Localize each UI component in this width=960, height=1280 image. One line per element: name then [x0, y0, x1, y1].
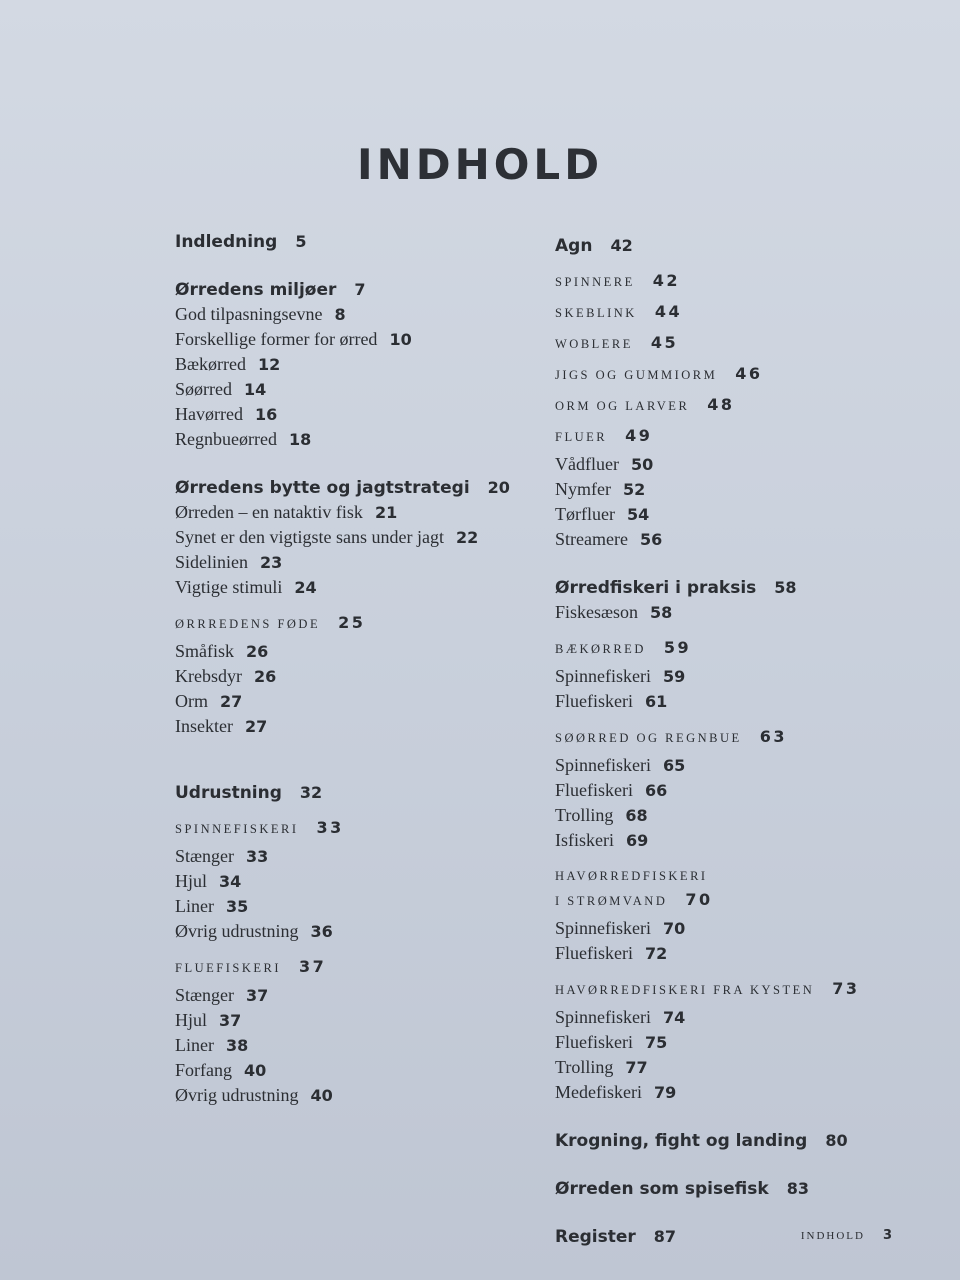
toc-entry-label: Forskellige former for ørred — [175, 329, 378, 349]
toc-entry-label: Havørred — [175, 404, 243, 424]
toc-entry-label: Insekter — [175, 716, 233, 736]
toc-entry-label: SØØRRED OG REGNBUE — [555, 731, 742, 745]
toc-entry-page: 58 — [774, 578, 797, 597]
toc-entry — [555, 633, 895, 664]
toc-entry — [175, 302, 535, 327]
toc-entry — [175, 781, 535, 805]
toc-entry-label: Synet er den vigtigste sans under jagt — [175, 527, 444, 547]
toc-entry-page: 65 — [663, 756, 686, 775]
toc-entry-page: 70 — [685, 890, 713, 909]
toc-entry-label: Medefiskeri — [555, 1082, 642, 1102]
toc-entry — [175, 230, 535, 254]
toc-entry-label: Liner — [175, 896, 214, 916]
toc-entry-label: Spinnefiskeri — [555, 755, 651, 775]
toc-entry — [555, 916, 895, 941]
toc-entry — [555, 1177, 895, 1201]
toc-entry-label: Udrustning — [175, 783, 282, 803]
toc-entry-page: 59 — [663, 667, 686, 686]
toc-entry-page: 83 — [786, 1179, 809, 1198]
toc-entry-page: 27 — [220, 692, 243, 711]
toc-entry-page: 54 — [626, 505, 650, 524]
toc-entry-page: 7 — [354, 280, 366, 299]
toc-entry — [555, 328, 895, 359]
toc-entry — [175, 714, 535, 739]
page-footer — [801, 1226, 892, 1244]
toc-entry-page: 70 — [663, 919, 686, 938]
toc-entry — [555, 266, 895, 297]
toc-entry-label: Stænger — [175, 985, 235, 1005]
toc-entry-label: WOBLERE — [555, 337, 633, 351]
toc-entry — [175, 983, 535, 1008]
toc-entry-label: Hjul — [175, 1010, 208, 1030]
toc-entry — [175, 1008, 535, 1033]
toc-entry — [555, 1005, 895, 1030]
toc-entry-label: HAVØRREDFISKERI — [555, 869, 708, 883]
toc-entry-page: 23 — [260, 553, 283, 572]
toc-entry — [555, 689, 895, 714]
toc-entry-page: 21 — [374, 503, 398, 522]
toc-entry-label: Trolling — [555, 1057, 614, 1077]
toc-entry-label: Ørreden – en nataktiv fisk — [175, 502, 363, 522]
toc-entry-label: Nymfer — [555, 479, 611, 499]
toc-entry-page: 34 — [219, 872, 242, 891]
toc-entry-label: Orm — [175, 691, 208, 711]
toc-entry — [175, 608, 535, 639]
toc-entry — [175, 813, 535, 844]
toc-entry-page: 49 — [625, 426, 653, 445]
toc-entry — [175, 476, 535, 500]
toc-entry-page: 68 — [625, 806, 648, 825]
toc-column-left — [175, 230, 535, 1108]
toc-entry — [175, 1033, 535, 1058]
toc-entry-label: ØRRREDENS FØDE — [175, 617, 321, 631]
toc-entry-label: SPINNERE — [555, 275, 635, 289]
toc-entry — [555, 1030, 895, 1055]
toc-entry-label: Forfang — [175, 1060, 232, 1080]
toc-entry-page: 10 — [389, 330, 412, 349]
toc-entry-page: 69 — [625, 831, 649, 850]
toc-entry-label: BÆKØRRED — [555, 642, 646, 656]
toc-entry — [555, 297, 895, 328]
toc-entry — [555, 390, 895, 421]
toc-entry — [175, 352, 535, 377]
toc-entry — [555, 234, 895, 258]
toc-entry-label: SKEBLINK — [555, 306, 637, 320]
toc-entry — [175, 639, 535, 664]
toc-entry-label: Øvrig udrustning — [175, 921, 299, 941]
toc-entry-page: 72 — [645, 944, 668, 963]
toc-entry-label: Småfisk — [175, 641, 235, 661]
toc-entry — [175, 894, 535, 919]
toc-entry-page: 22 — [455, 528, 479, 547]
toc-entry-label: JIGS OG GUMMIORM — [555, 368, 718, 382]
toc-entry-label: Register — [555, 1227, 636, 1247]
toc-entry-label: God tilpasningsevne — [175, 304, 323, 324]
toc-entry-page: 37 — [246, 986, 269, 1005]
toc-entry-page: 37 — [219, 1011, 242, 1030]
toc-entry-page: 40 — [310, 1086, 333, 1105]
toc-entry-page: 61 — [645, 692, 668, 711]
toc-entry-label: Fiskesæson — [555, 602, 639, 622]
toc-entry-page: 58 — [650, 603, 673, 622]
toc-entry — [175, 327, 535, 352]
toc-entry-label: Agn — [555, 236, 593, 256]
toc-entry-page: 12 — [258, 355, 281, 374]
toc-entry — [175, 500, 535, 525]
toc-entry-page: 75 — [645, 1033, 668, 1052]
toc-entry-label: Isfiskeri — [555, 830, 614, 850]
toc-entry — [555, 803, 895, 828]
toc-entry-label: Spinnefiskeri — [555, 666, 651, 686]
toc-entry-label: Fluefiskeri — [555, 943, 633, 963]
toc-entry-label: Liner — [175, 1035, 214, 1055]
toc-entry — [175, 919, 535, 944]
toc-entry-page: 87 — [653, 1227, 677, 1246]
toc-entry-page: 32 — [299, 783, 323, 802]
toc-entry-label: Krebsdyr — [175, 666, 242, 686]
toc-entry-page: 74 — [663, 1008, 686, 1027]
toc-entry-label: Ørreden som spisefisk — [555, 1179, 769, 1199]
toc-entry-page: 27 — [244, 717, 268, 736]
toc-entry-page: 25 — [338, 613, 366, 632]
toc-entry-page: 33 — [316, 818, 344, 837]
toc-entry-page: 14 — [244, 380, 267, 399]
toc-entry-label: Sidelinien — [175, 552, 248, 572]
toc-entry-page: 26 — [253, 667, 277, 686]
toc-entry — [555, 527, 895, 552]
toc-entry — [555, 600, 895, 625]
toc-entry-page: 42 — [652, 271, 680, 290]
toc-entry — [555, 885, 895, 916]
toc-entry-page: 46 — [735, 364, 763, 383]
toc-entry — [555, 421, 895, 452]
toc-entry-label: Hjul — [175, 871, 208, 891]
toc-entry — [175, 952, 535, 983]
toc-entry-label: I STRØMVAND — [555, 894, 668, 908]
toc-entry-label: Ørredfiskeri i praksis — [555, 578, 757, 598]
toc-entry — [555, 576, 895, 600]
toc-entry-label: Indledning — [175, 232, 278, 252]
toc-entry-label: Spinnefiskeri — [555, 1007, 651, 1027]
toc-entry-page: 56 — [639, 530, 663, 549]
toc-entry-page: 38 — [225, 1036, 249, 1055]
toc-entry-label: Vådfluer — [555, 454, 619, 474]
toc-entry-label: Tørfluer — [555, 504, 615, 524]
toc-entry-label: HAVØRREDFISKERI FRA KYSTEN — [555, 983, 815, 997]
toc-entry-label: FLUEFISKERI — [175, 961, 281, 975]
toc-column-right — [555, 234, 895, 1249]
toc-entry — [555, 359, 895, 390]
toc-entry-page: 45 — [650, 333, 679, 352]
toc-entry-page: 59 — [663, 638, 692, 657]
toc-entry-label: Stænger — [175, 846, 235, 866]
toc-entry-page: 36 — [310, 922, 333, 941]
toc-entry — [175, 278, 535, 302]
toc-entry-label: SPINNEFISKERI — [175, 822, 299, 836]
toc-entry-label: Streamere — [555, 529, 628, 549]
toc-entry-label: Spinnefiskeri — [555, 918, 651, 938]
toc-entry — [175, 575, 535, 600]
toc-entry-label: Søørred — [175, 379, 232, 399]
toc-entry — [555, 828, 895, 853]
toc-entry-page: 63 — [759, 727, 787, 746]
toc-entry-page: 5 — [295, 232, 307, 251]
toc-entry-page: 66 — [645, 781, 668, 800]
toc-entry — [555, 452, 895, 477]
toc-entry — [175, 664, 535, 689]
toc-entry — [175, 869, 535, 894]
toc-entry — [555, 778, 895, 803]
toc-entry — [175, 525, 535, 550]
toc-entry — [175, 402, 535, 427]
toc-entry-label: Fluefiskeri — [555, 691, 633, 711]
toc-entry-page: 73 — [832, 979, 860, 998]
toc-entry-page: 35 — [225, 897, 249, 916]
toc-entry — [175, 550, 535, 575]
toc-entry — [555, 1129, 895, 1153]
toc-entry-page: 40 — [244, 1061, 267, 1080]
toc-entry — [555, 1080, 895, 1105]
toc-entry-label: ORM OG LARVER — [555, 399, 690, 413]
toc-entry — [175, 689, 535, 714]
toc-entry — [555, 502, 895, 527]
toc-entry-label: Trolling — [555, 805, 614, 825]
toc-entry-page: 37 — [298, 957, 327, 976]
toc-entry-page: 50 — [630, 455, 654, 474]
toc-entry-page: 44 — [654, 302, 683, 321]
toc-entry-page: 16 — [254, 405, 278, 424]
toc-entry-page: 77 — [625, 1058, 648, 1077]
toc-entry-page: 42 — [610, 236, 633, 255]
toc-entry — [555, 664, 895, 689]
toc-entry — [555, 1055, 895, 1080]
toc-entry-label: Ørredens miljøer — [175, 280, 337, 300]
toc-entry-label: Øvrig udrustning — [175, 1085, 299, 1105]
toc-entry-page: 8 — [334, 305, 346, 324]
toc-entry-page: 80 — [825, 1131, 848, 1150]
toc-entry-label: Krogning, fight og landing — [555, 1131, 808, 1151]
toc-entry — [175, 1083, 535, 1108]
toc-entry — [555, 753, 895, 778]
toc-entry — [555, 974, 895, 1005]
toc-entry-label: FLUER — [555, 430, 608, 444]
toc-entry-page: 48 — [707, 395, 735, 414]
page-title: INDHOLD — [356, 140, 604, 189]
toc-entry-label: Fluefiskeri — [555, 1032, 633, 1052]
toc-entry-label: Bækørred — [175, 354, 246, 374]
page-number: 3 — [882, 1228, 892, 1243]
toc-entry — [555, 941, 895, 966]
toc-entry-page: 24 — [294, 578, 317, 597]
toc-entry-label: Ørredens bytte og jagtstrategi — [175, 478, 470, 498]
toc-entry-page: 20 — [487, 478, 510, 497]
running-footer-label: INDHOLD — [800, 1230, 865, 1242]
toc-entry-label: Vigtige stimuli — [175, 577, 283, 597]
toc-entry — [175, 844, 535, 869]
toc-entry — [175, 377, 535, 402]
toc-entry-page: 52 — [622, 480, 646, 499]
toc-entry-page: 79 — [653, 1083, 677, 1102]
toc-entry-label: Regnbueørred — [175, 429, 277, 449]
toc-entry — [555, 722, 895, 753]
toc-entry — [555, 477, 895, 502]
toc-entry-page: 33 — [246, 847, 269, 866]
toc-entry — [175, 427, 535, 452]
toc-entry — [175, 1058, 535, 1083]
toc-entry-page: 26 — [246, 642, 269, 661]
toc-entry-label: Fluefiskeri — [555, 780, 633, 800]
toc-entry-page: 18 — [288, 430, 312, 449]
